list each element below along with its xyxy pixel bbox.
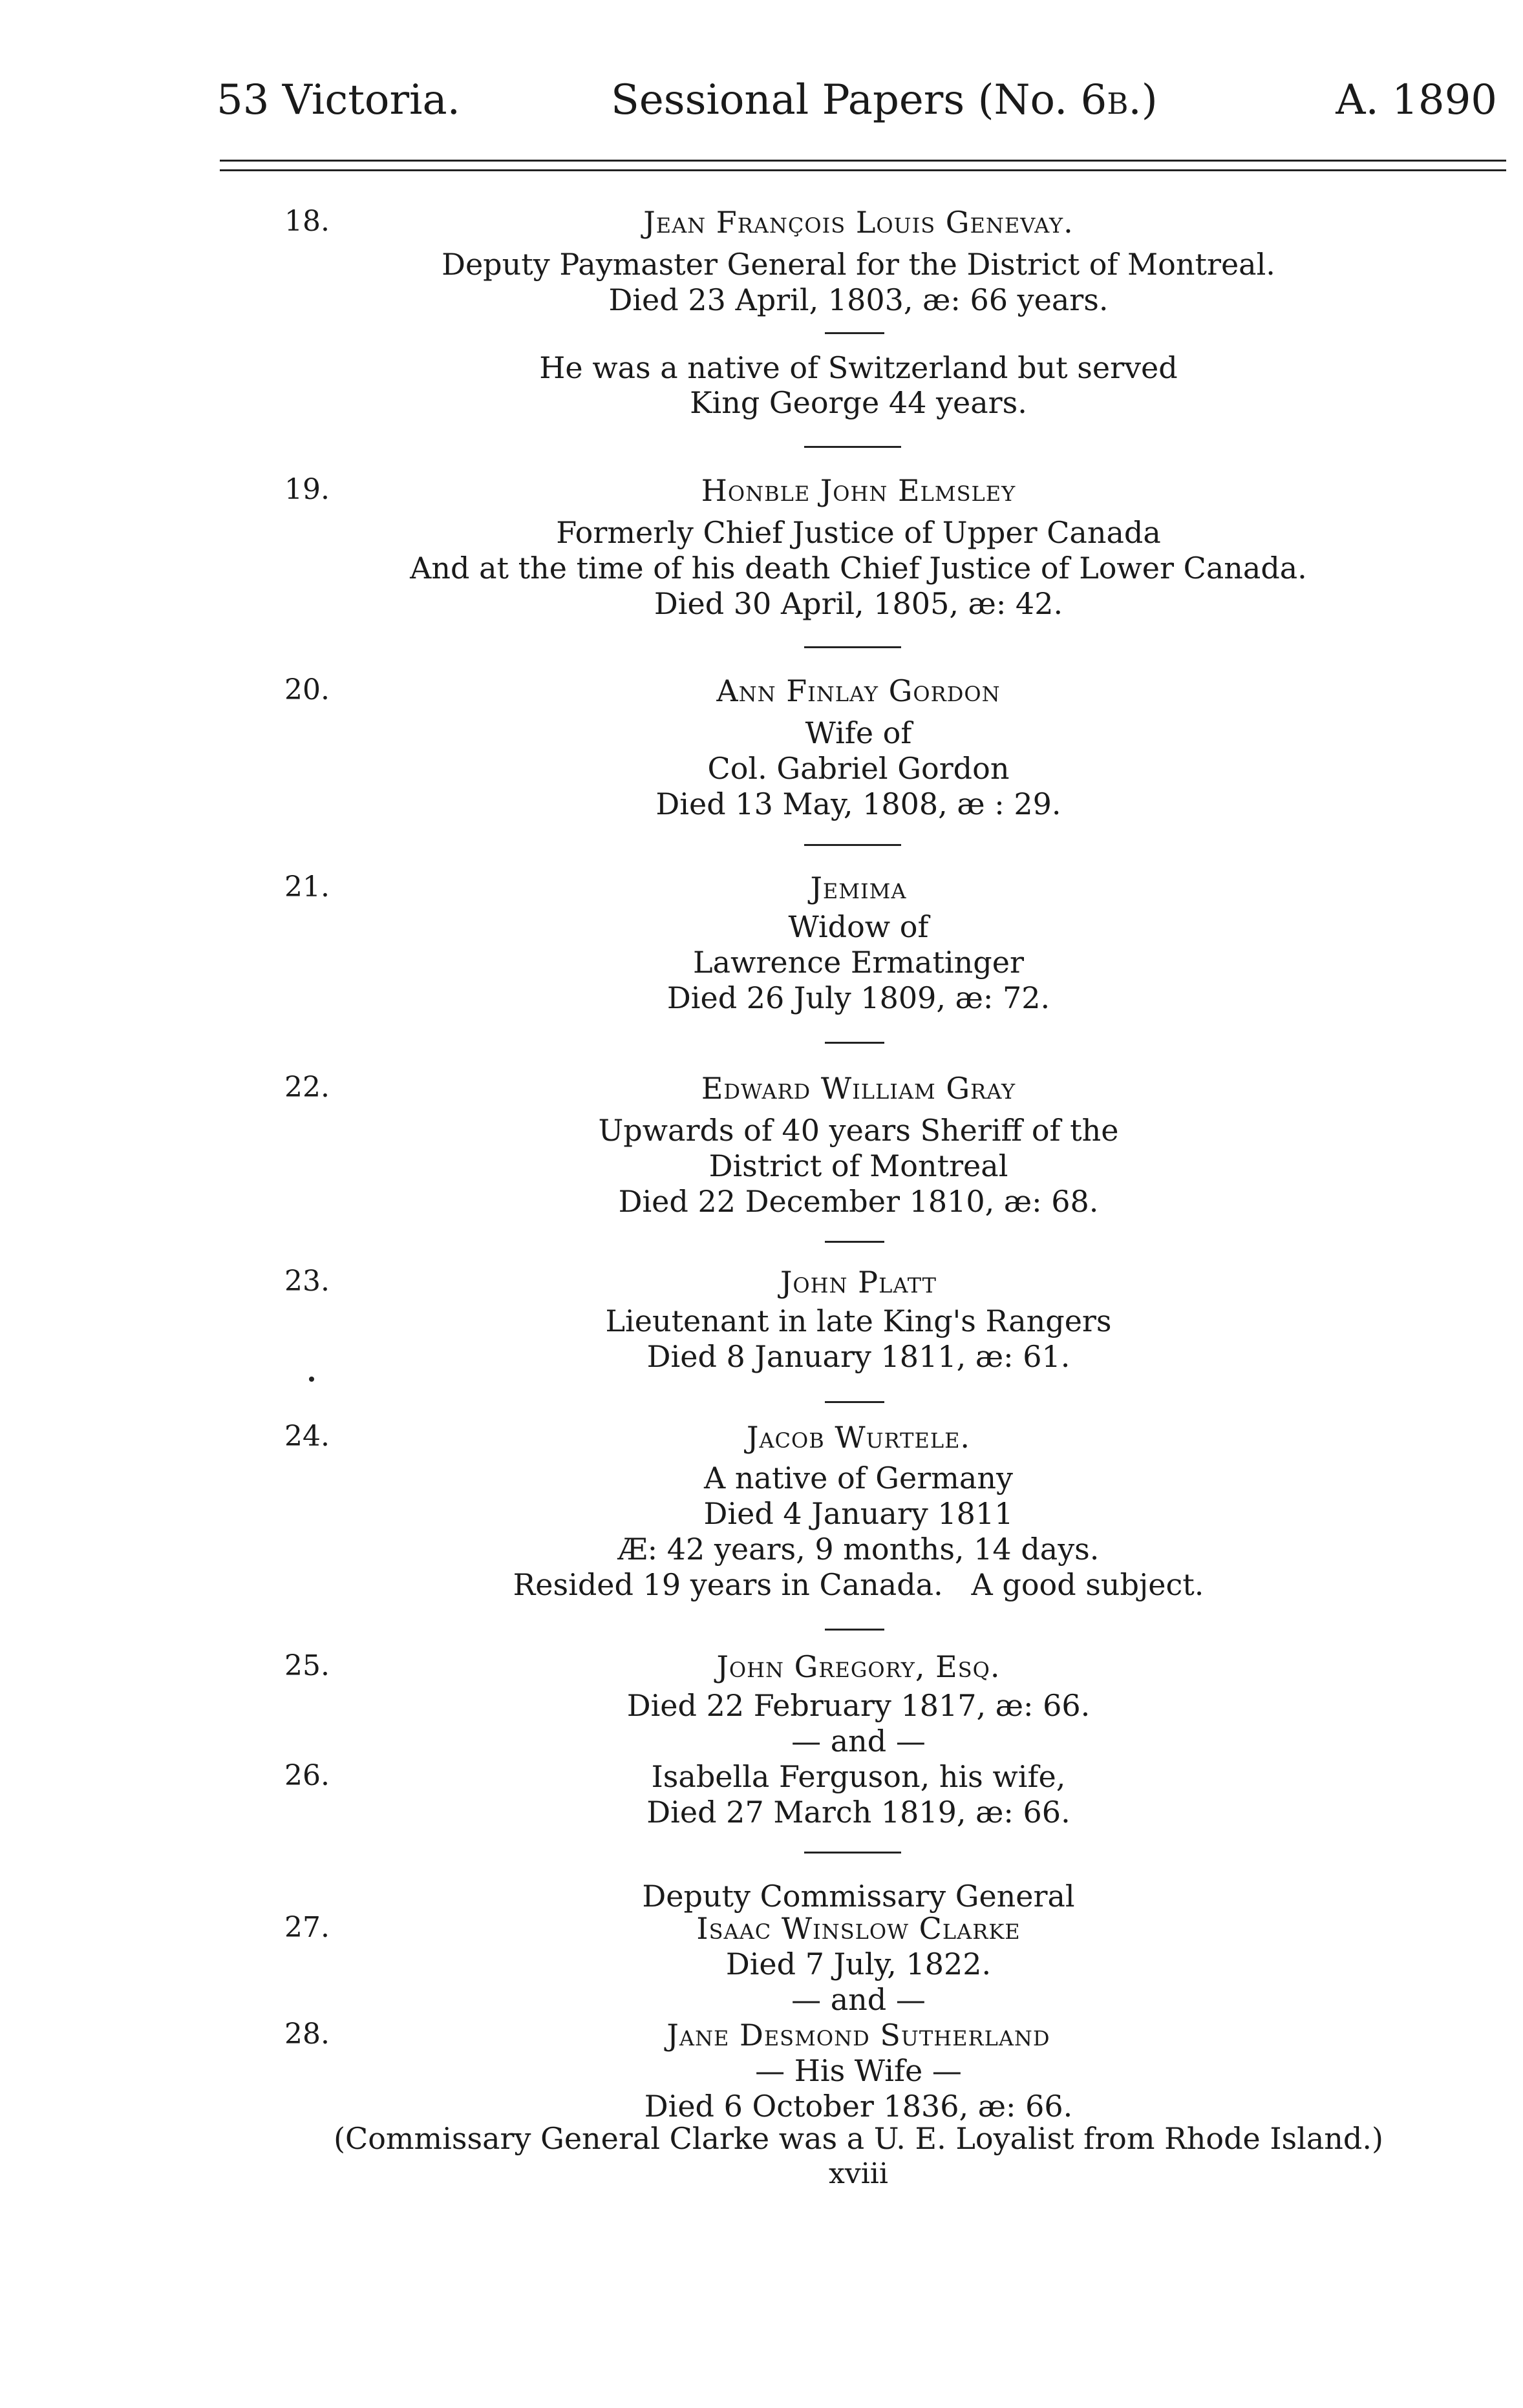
entry-text: Died 22 December 1810, æ: 68.: [618, 1184, 1099, 1219]
entry-conjunction: — and —: [791, 1724, 926, 1758]
entry-divider: [804, 844, 901, 846]
entry-divider: [804, 1852, 901, 1854]
header-session: 53 Victoria.: [217, 76, 460, 124]
entry-name: Honble John Elmsley: [701, 473, 1016, 508]
entry-name: Jemima: [810, 871, 907, 905]
entry-text: Died 4 January 1811: [703, 1496, 1014, 1531]
entry-name: Jane Desmond Sutherland: [666, 2018, 1050, 2053]
entry-text: Died 8 January 1811, æ: 61.: [646, 1339, 1070, 1374]
entry-text: Died 13 May, 1808, æ : 29.: [655, 787, 1061, 821]
entry-number: 20.: [284, 673, 330, 706]
header-rule-top: [220, 160, 1506, 162]
entry-number: 23.: [284, 1265, 330, 1298]
entry-text: District of Montreal: [708, 1148, 1008, 1183]
entry-name: John Platt: [780, 1265, 937, 1300]
entry-number: 18.: [284, 205, 330, 238]
footnote: (Commissary General Clarke was a U. E. Loyalist from Rhode Island.): [334, 2121, 1383, 2156]
entry-number: 24.: [284, 1420, 330, 1453]
entry-name: John Gregory, Esq.: [716, 1649, 1001, 1684]
short-divider: [825, 332, 884, 334]
entry-number: 22.: [284, 1071, 330, 1104]
entry-text: Æ: 42 years, 9 months, 14 days.: [617, 1532, 1100, 1567]
print-speck: [309, 1377, 314, 1382]
entry-text: Wife of: [805, 715, 912, 750]
entry-name: Jean François Louis Genevay.: [643, 205, 1074, 240]
entry-text: Lieutenant in late King's Rangers: [605, 1304, 1112, 1338]
entry-text: Deputy Commissary General: [642, 1879, 1075, 1914]
page-folio: xviii: [829, 2157, 888, 2190]
entry-text: Lawrence Ermatinger: [693, 945, 1024, 980]
entry-text: Resided 19 years in Canada. A good subject.: [513, 1567, 1204, 1602]
header-year: A. 1890: [1336, 76, 1497, 124]
entry-note: He was a native of Switzerland but served: [539, 350, 1178, 385]
entry-name: Edward William Gray: [701, 1071, 1016, 1106]
entry-number: 21.: [284, 871, 330, 903]
entry-text: Died 6 October 1836, æ: 66.: [644, 2089, 1073, 2124]
entry-text: Died 30 April, 1805, æ: 42.: [654, 586, 1063, 621]
header-rule-bottom: [220, 169, 1506, 171]
entry-text: A native of Germany: [704, 1461, 1013, 1495]
entry-text: Deputy Paymaster General for the District of Montreal.: [442, 247, 1275, 282]
entry-number: 25.: [284, 1649, 330, 1682]
entry-name: Ann Finlay Gordon: [716, 673, 1001, 708]
entry-text: Died 7 July, 1822.: [725, 1947, 992, 1981]
entry-divider: [825, 1042, 884, 1044]
entry-divider: [825, 1629, 884, 1631]
entry-divider: [804, 646, 901, 648]
entry-conjunction: — and —: [791, 1982, 926, 2017]
entry-note: King George 44 years.: [690, 385, 1027, 420]
entry-text: And at the time of his death Chief Justice of Lower Canada.: [410, 551, 1307, 586]
entry-divider: [825, 1401, 884, 1403]
entry-number: 19.: [284, 473, 330, 506]
entry-text: Col. Gabriel Gordon: [707, 751, 1010, 786]
entry-text: — His Wife —: [755, 2053, 962, 2088]
entry-text: Upwards of 40 years Sheriff of the: [598, 1113, 1119, 1148]
entry-text: Formerly Chief Justice of Upper Canada: [556, 515, 1161, 550]
entry-text: Died 26 July 1809, æ: 72.: [666, 980, 1050, 1015]
entry-text: Widow of: [788, 909, 929, 944]
entry-number: 28.: [284, 2018, 330, 2051]
entry-name: Isaac Winslow Clarke: [696, 1911, 1021, 1946]
entry-text: Died 22 February 1817, æ: 66.: [626, 1688, 1091, 1723]
page-header: [0, 65, 1523, 136]
entry-text: Died 23 April, 1803, æ: 66 years.: [608, 282, 1109, 317]
entry-name: Jacob Wurtele.: [746, 1420, 971, 1455]
entry-divider: [804, 446, 901, 448]
entry-text: Died 27 March 1819, æ: 66.: [646, 1795, 1070, 1830]
entry-text: Isabella Ferguson, his wife,: [651, 1759, 1066, 1794]
entry-number: 26.: [284, 1759, 330, 1792]
header-title: Sessional Papers (No. 6b.): [611, 76, 1158, 124]
entry-divider: [825, 1241, 884, 1243]
entry-number: 27.: [284, 1911, 330, 1944]
